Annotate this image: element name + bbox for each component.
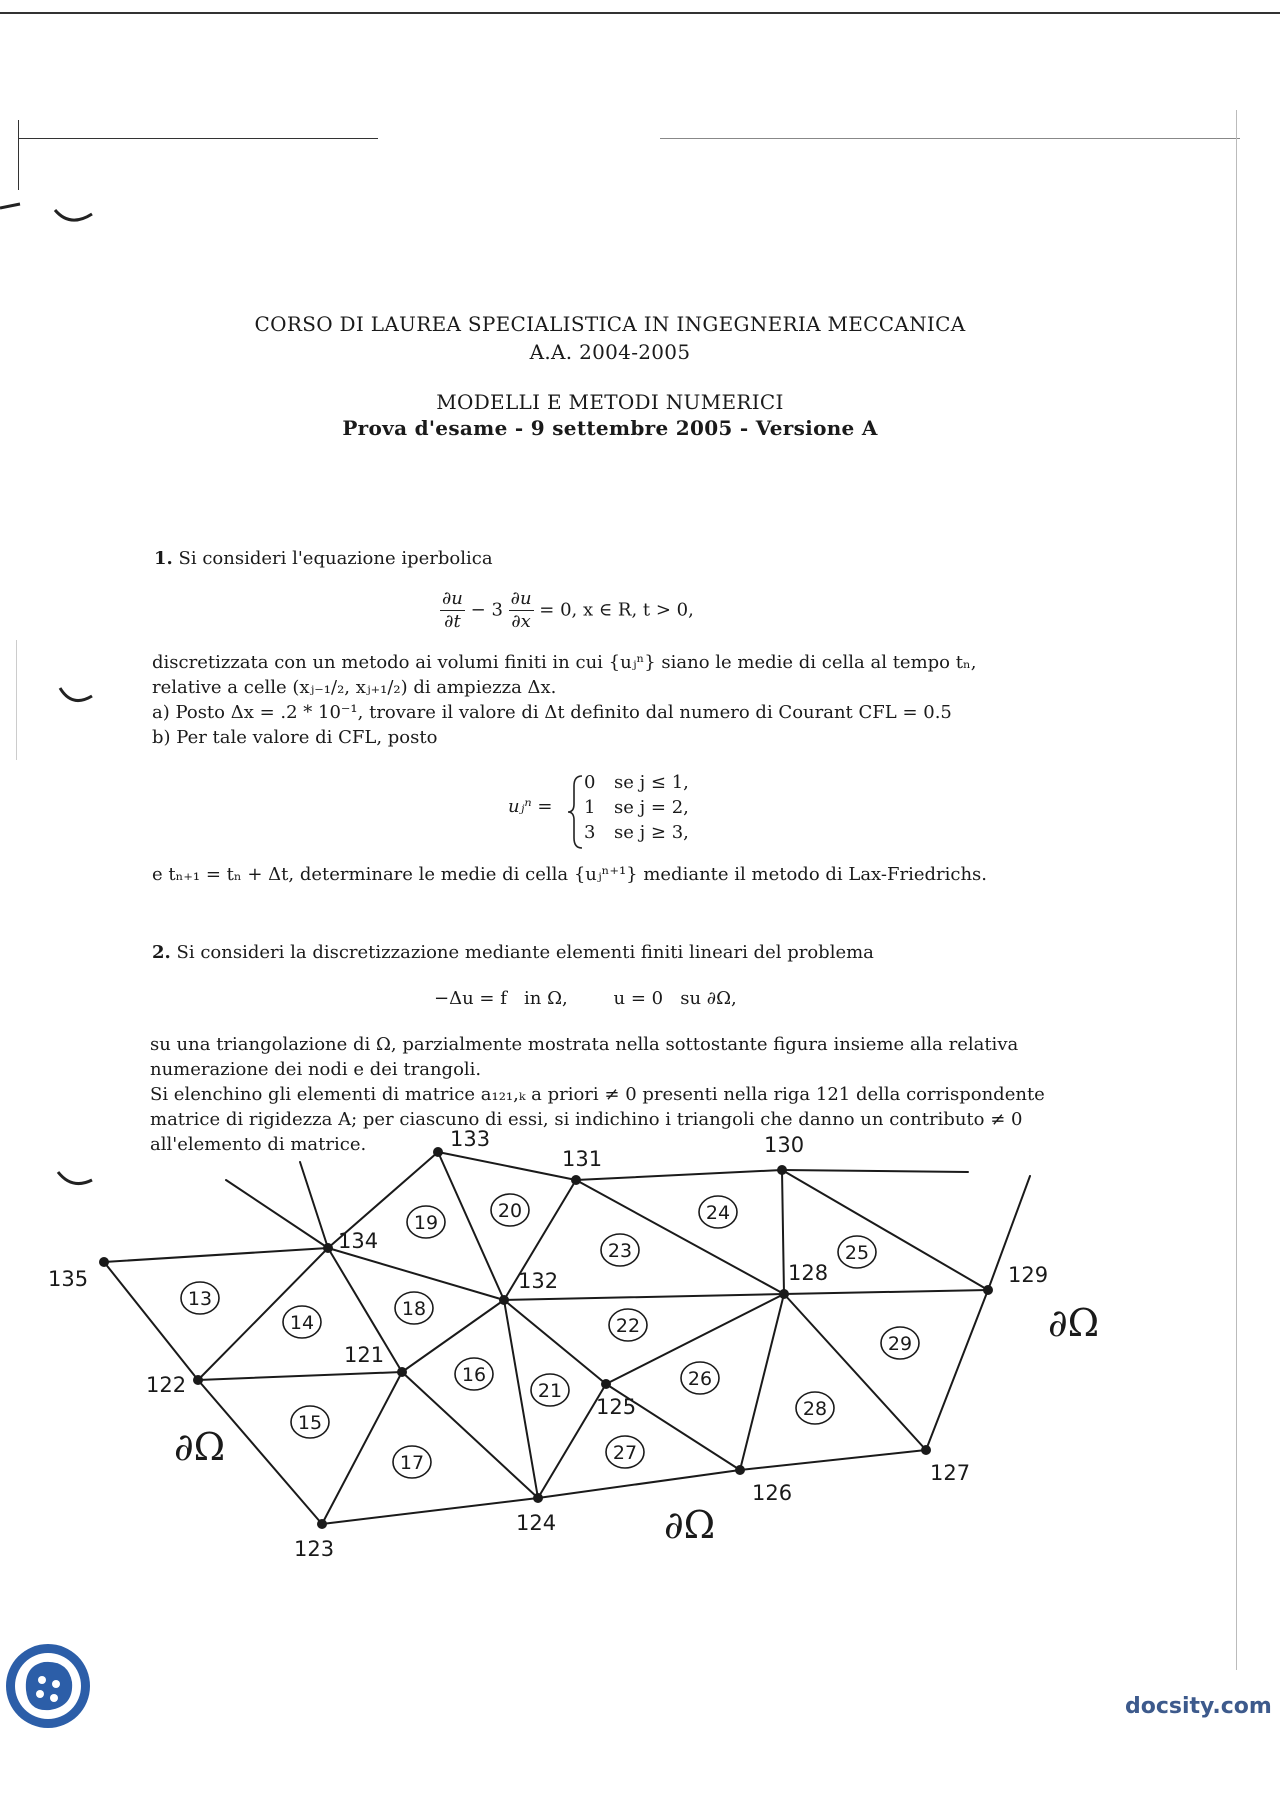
mesh-node [499,1295,509,1305]
node-label: 131 [562,1147,603,1171]
triangle-label [181,1282,219,1314]
triangle-number: 17 [399,1452,425,1474]
problem1-equation: $\frac{\partial u}{\partial t}$ − 3 $\frac{\partial u}{\partial x}$ = 0, x ∈ R, t > 0, [442,588,694,632]
mesh-edge [782,1170,968,1172]
triangle-number: 28 [802,1398,828,1420]
node-label: 132 [518,1269,559,1293]
triangle-label [699,1196,737,1228]
triangle-label [881,1327,919,1359]
node-label: 130 [764,1133,805,1157]
mesh-node [571,1175,581,1185]
mesh-edge [504,1294,784,1300]
triangle-number: 21 [537,1380,563,1402]
exam-title: Prova d'esame - 9 settembre 2005 - Versione A [342,416,878,440]
mesh-edge [322,1498,538,1524]
triangle-label [606,1436,644,1468]
mesh-edge [740,1294,784,1470]
mesh-node [533,1493,543,1503]
mesh-edge [784,1290,988,1294]
triangle-label [395,1292,433,1324]
triangle-label [681,1362,719,1394]
part-b: b) Per tale valore di CFL, posto [152,727,438,748]
triangle-label [283,1306,321,1338]
node-label: 121 [344,1343,385,1367]
subject-title: MODELLI E METODI NUMERICI [436,390,784,414]
triangle-label [796,1392,834,1424]
node-label: 126 [752,1481,793,1505]
triangle-label [838,1236,876,1268]
mesh-edge [198,1372,402,1380]
mesh-edge [576,1170,782,1180]
mesh-node [433,1147,443,1157]
mesh-edge [782,1170,784,1294]
triangle-number: 27 [612,1442,638,1464]
mesh-node [779,1289,789,1299]
problem2-intro: 2. Si consideri la discretizzazione mediante elementi finiti lineari del problema [152,942,874,963]
mesh-edge [504,1300,606,1384]
mesh-node [99,1257,109,1267]
part-a: a) Posto Δx = .2 * 10⁻¹, trovare il valore di Δt definito dal numero di Courant CFL = 0.5 [152,702,952,723]
problem1-intro: 1. Si consideri l'equazione iperbolica [154,548,493,569]
node-label: 133 [450,1127,491,1151]
boundary-label: ∂Ω [174,1425,226,1469]
mesh-node [397,1367,407,1377]
triangle-number: 13 [187,1288,213,1310]
mesh-edge [926,1290,988,1450]
course-title: CORSO DI LAUREA SPECIALISTICA IN INGEGNERIA MECCANICA [254,312,966,336]
problem2-number: 2. [152,942,171,963]
equation-tail: = 0, x ∈ R, t > 0, [539,599,694,621]
triangle-number: 26 [687,1368,713,1390]
mesh-edge [399,1372,538,1498]
triangle-label [601,1234,639,1266]
mesh-node [323,1243,333,1253]
node-label: 135 [48,1267,89,1291]
mesh-edge [504,1300,538,1498]
mesh-edge [538,1470,740,1498]
node-label: 125 [596,1395,637,1419]
triangle-label [531,1374,569,1406]
mesh-node [735,1465,745,1475]
node-label: 127 [930,1461,971,1485]
node-label: 122 [146,1373,187,1397]
node-label: 124 [516,1511,557,1535]
case-row: 3 se j ≥ 3, [584,822,689,843]
mesh-node [601,1379,611,1389]
triangle-label [291,1406,329,1438]
mesh-edge [104,1262,198,1380]
mesh-edge [784,1294,926,1450]
triangle-number: 14 [289,1312,315,1334]
triangle-label [609,1309,647,1341]
mesh-edge [438,1152,504,1300]
triangle-number: 19 [413,1212,439,1234]
mesh-edge [576,1180,784,1294]
problem1-body: discretizzata con un metodo ai volumi finiti in cui {uⱼⁿ} siano le medie di cella al tempo tₙ, relative a celle (xⱼ₋₁/₂, xⱼ₊₁/₂) di ampiezza Δx. a) Posto Δx = .2 * 10⁻¹, trovare il valore di Δt definito dal numero di Courant CFL = 0.5 b) Per tale valore di CFL, posto [152,650,1072,750]
triangle-number: 29 [887,1333,913,1355]
triangle-number: 25 [844,1242,870,1264]
boundary-label: ∂Ω [1048,1301,1100,1345]
docsity-watermark: docsity.com [1125,1694,1272,1719]
problem1-conclusion: e tₙ₊₁ = tₙ + Δt, determinare le medie di cella {uⱼⁿ⁺¹} mediante il metodo di Lax-Friedrichs. [152,864,987,885]
triangle-number: 24 [705,1202,731,1224]
mesh-edge-partial [300,1162,328,1248]
triangle-label [407,1206,445,1238]
mesh-node [921,1445,931,1455]
docsity-logo-icon [2,1640,96,1734]
case-row: 0 se j ≤ 1, [584,772,689,793]
node-label: 129 [1008,1263,1049,1287]
triangle-number: 16 [461,1364,487,1386]
mesh-edge [740,1450,926,1470]
case-row: 1 se j = 2, [584,797,689,818]
triangle-number: 22 [615,1315,641,1337]
mesh-node [317,1519,327,1529]
mesh-node [777,1165,787,1175]
mesh-edge [104,1248,328,1262]
triangle-label [455,1358,493,1390]
node-label: 123 [294,1537,335,1561]
triangle-label [393,1446,431,1478]
triangle-number: 20 [497,1200,523,1222]
mesh-edge [322,1372,402,1524]
problem2-body: su una triangolazione di Ω, parzialmente mostrata nella sottostante figura insieme alla relativa numerazione dei nodi e dei trangoli. Si elenchino gli elementi di matrice a₁₂₁,ₖ a priori ≠ 0 presenti nella riga 121 della corrispondente matrice di rigidezza A; per ciascuno di essi, si indichino i triangoli che danno un contributo ≠ 0 all'elemento di matrice. [150,1034,1045,1155]
triangle-number: 15 [297,1412,323,1434]
triangle-number: 18 [401,1298,427,1320]
problem2-equation: −Δu = f in Ω, u = 0 su ∂Ω, [434,988,737,1009]
mesh-node [193,1375,203,1385]
problem1-number: 1. [154,548,173,569]
mesh-edge [438,1152,576,1180]
triangle-label [491,1194,529,1226]
node-label: 134 [338,1229,379,1253]
academic-year: A.A. 2004-2005 [529,340,691,364]
mesh-node [983,1285,993,1295]
node-label: 128 [788,1261,829,1285]
mesh-edge-partial [226,1180,328,1248]
boundary-label: ∂Ω [664,1503,716,1547]
triangle-number: 23 [607,1240,633,1262]
u-lhs: uⱼⁿ = [508,796,553,817]
